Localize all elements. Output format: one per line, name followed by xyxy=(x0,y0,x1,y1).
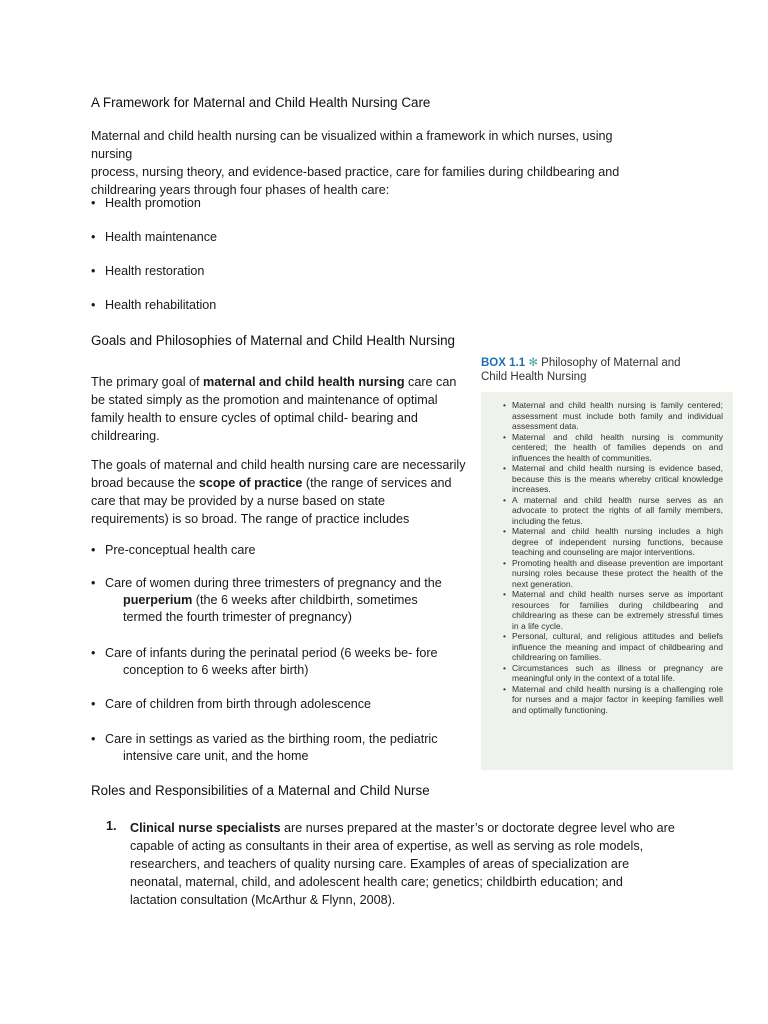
list-item-text: intensive care unit, and the home xyxy=(123,749,309,763)
bold-term: maternal and child health nursing xyxy=(203,375,405,389)
paragraph-line: childrearing years through four phases of health care: xyxy=(91,183,390,197)
paragraph-line: requirements) is so broad. The range of practice includes xyxy=(91,512,410,526)
list-item-text: Health restoration xyxy=(105,264,205,278)
box-list-item: • Maternal and child health nurses serve as important resources for families during childbearing and childrearing as these can be extremely stressful times in a life cycle. xyxy=(503,589,723,631)
bullet: • xyxy=(91,697,96,711)
bullet: • xyxy=(91,230,96,244)
text-run: (the range of services and xyxy=(302,476,452,490)
list-item xyxy=(91,731,471,765)
paragraph-line: process, nursing theory, and evidence-based practice, care for families during childbearing and xyxy=(91,165,620,179)
list-item-text: Care of women during three trimesters of pregnancy and the xyxy=(105,576,442,590)
box-title xyxy=(481,356,733,390)
bold-term: scope of practice xyxy=(198,476,303,490)
list-item-text: Health maintenance xyxy=(105,230,218,244)
list-item-text: conception to 6 weeks after birth) xyxy=(123,663,309,677)
bullet: • xyxy=(91,732,96,746)
bullet: • xyxy=(91,298,96,312)
paragraph-line: lactation consultation (McArthur & Flynn, 2008). xyxy=(130,893,396,907)
list-item xyxy=(91,575,471,626)
paragraph-line: family health to ensure cycles of optimal child- bearing and xyxy=(91,411,418,425)
paragraph-line: childrearing. xyxy=(91,429,160,443)
section-heading-roles: Roles and Responsibilities of a Maternal and Child Nurse xyxy=(91,783,430,798)
list-item xyxy=(91,229,217,246)
box-title-line: Philosophy of Maternal and xyxy=(541,357,681,369)
goals-paragraph-1 xyxy=(91,373,471,445)
goals-paragraph-2 xyxy=(91,456,481,528)
framework-paragraph xyxy=(91,127,651,199)
section-heading-framework: A Framework for Maternal and Child Health Nursing Care xyxy=(91,95,431,110)
bullet: • xyxy=(91,543,96,557)
bullet: • xyxy=(91,196,96,210)
box-list-item: • Maternal and child health nursing includes a high degree of independent nursing functions, because teaching and counseling are major interventions. xyxy=(503,526,723,558)
box-list-item: • Personal, cultural, and religious attitudes and beliefs influence the meaning and impact of childbearing and childrearing on families. xyxy=(503,631,723,663)
box-list-item: • Maternal and child health nursing is family centered; assessment must include both family and individual assessment data. xyxy=(503,400,723,432)
box-list-item: • Promoting health and disease prevention are important nursing roles because these protect the health of the next generation. xyxy=(503,558,723,590)
list-item-text: termed the fourth trimester of pregnancy) xyxy=(123,610,352,624)
box-label: BOX 1.1 xyxy=(481,357,526,369)
list-item xyxy=(91,696,371,713)
text-run: The primary goal of xyxy=(91,375,203,389)
box-body xyxy=(481,392,733,770)
text-run: care can xyxy=(404,375,457,389)
philosophy-box xyxy=(481,356,733,770)
box-list-item: • Maternal and child health nursing is community centered; the health of families depends on and influences the health of communities. xyxy=(503,432,723,464)
list-number: 1. xyxy=(106,819,117,833)
box-list-item: • Maternal and child health nursing is evidence based, because this is the means whereby critical knowledge increases. xyxy=(503,463,723,495)
section-heading-goals: Goals and Philosophies of Maternal and Child Health Nursing xyxy=(91,333,455,348)
paragraph-line: be stated simply as the promotion and maintenance of optimal xyxy=(91,393,438,407)
list-item-text: Health promotion xyxy=(105,196,201,210)
list-item xyxy=(91,645,471,679)
bullet: • xyxy=(91,646,96,660)
bullet: • xyxy=(91,576,96,590)
bullet: • xyxy=(91,264,96,278)
list-item-text: Care of infants during the perinatal period (6 weeks be- fore xyxy=(105,646,438,660)
paragraph-line: researchers, and teachers of quality nursing care. Examples of areas of specialization are xyxy=(130,857,630,871)
list-item-text: (the 6 weeks after childbirth, sometimes xyxy=(192,593,418,607)
list-item xyxy=(91,195,201,212)
ordered-list-item xyxy=(130,819,690,909)
list-item xyxy=(91,297,216,314)
bold-term: Clinical nurse specialists xyxy=(130,821,281,835)
box-title-line: Child Health Nursing xyxy=(481,371,587,383)
list-item xyxy=(91,263,204,280)
bold-term: puerperium xyxy=(123,593,193,607)
list-item-text: Care of children from birth through adolescence xyxy=(105,697,372,711)
asterisk-icon: ✻ xyxy=(528,357,538,369)
paragraph-line: capable of acting as consultants in their area of expertise, as well as serving as role models, xyxy=(130,839,644,853)
list-item xyxy=(91,542,256,559)
paragraph-line: The goals of maternal and child health nursing care are necessarily xyxy=(91,458,466,472)
paragraph-line: neonatal, maternal, child, and adolescent health care; genetics; childbirth education; and xyxy=(130,875,623,889)
box-list-item: • Maternal and child health nursing is a challenging role for nurses and a major factor in keeping families well and optimally functioning. xyxy=(503,684,723,716)
box-list-item: • Circumstances such as illness or pregnancy are meaningful only in the context of a total life. xyxy=(503,663,723,684)
text-run: are nurses prepared at the master’s or doctorate degree level who are xyxy=(280,821,675,835)
paragraph-line: Maternal and child health nursing can be visualized within a framework in which nurses, using nursing xyxy=(91,129,613,161)
text-run: broad because the xyxy=(91,476,199,490)
box-list-item: • A maternal and child health nurse serves as an advocate to protect the rights of all family members, including the fetus. xyxy=(503,495,723,527)
list-item-text: Health rehabilitation xyxy=(105,298,217,312)
list-item-text: Care in settings as varied as the birthing room, the pediatric xyxy=(105,732,438,746)
list-item-text: Pre-conceptual health care xyxy=(105,543,256,557)
box-list xyxy=(503,400,723,715)
paragraph-line: care that may be provided by a nurse based on state xyxy=(91,494,386,508)
